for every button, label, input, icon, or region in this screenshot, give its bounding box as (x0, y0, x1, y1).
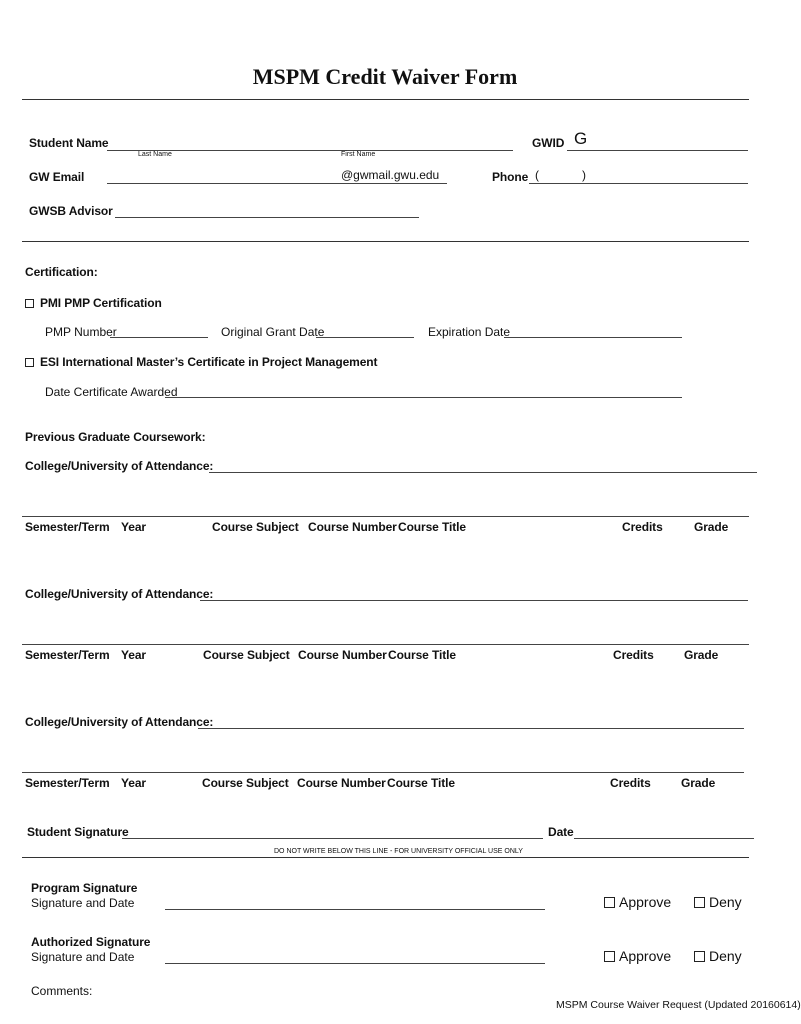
pmi-checkbox-row[interactable] (25, 296, 162, 310)
coursework-heading: Previous Graduate Coursework: (25, 430, 206, 444)
original-grant-field[interactable] (316, 337, 414, 338)
expiration-label: Expiration Date (428, 325, 511, 339)
pmi-label: PMI PMP Certification (40, 296, 162, 310)
col-subject-1: Course Subject (212, 520, 299, 534)
col-title-1: Course Title (398, 520, 466, 534)
college-field-1[interactable] (209, 472, 757, 473)
authorized-approve-option[interactable] (604, 948, 671, 964)
program-signature-field[interactable] (165, 909, 545, 910)
col-year-1: Year (121, 520, 146, 534)
col-number-3: Course Number (297, 776, 386, 790)
student-signature-label: Student Signature (27, 825, 129, 839)
col-grade-2: Grade (684, 648, 719, 662)
table-rule-2 (22, 644, 749, 645)
gwid-label: GWID (532, 136, 565, 150)
col-subject-3: Course Subject (202, 776, 289, 790)
esi-checkbox[interactable] (25, 358, 34, 367)
col-credits-3: Credits (610, 776, 651, 790)
pmi-checkbox[interactable] (25, 299, 34, 308)
comments-label: Comments: (31, 984, 93, 998)
date-awarded-field[interactable] (165, 397, 682, 398)
gwid-prefix: G (574, 129, 588, 148)
phone-close-paren: ) (582, 168, 586, 182)
col-semester-3: Semester/Term (25, 776, 110, 790)
col-credits-1: Credits (622, 520, 663, 534)
last-name-hint: Last Name (138, 151, 172, 158)
authorized-deny-label: Deny (709, 948, 742, 964)
authorized-deny-checkbox[interactable] (694, 951, 705, 962)
col-year-2: Year (121, 648, 146, 662)
authorized-signature-date-label: Signature and Date (31, 950, 135, 964)
authorized-approve-label: Approve (619, 948, 672, 964)
official-use-rule (22, 857, 749, 858)
pmp-number-field[interactable] (110, 337, 208, 338)
email-suffix: @gwmail.gwu.edu (341, 168, 440, 182)
authorized-deny-option[interactable] (694, 948, 742, 964)
student-name-label: Student Name (29, 136, 109, 150)
program-deny-label: Deny (709, 894, 742, 910)
table-rule-3 (22, 772, 744, 773)
program-deny-checkbox[interactable] (694, 897, 705, 908)
college-label-3: College/University of Attendance: (25, 715, 214, 729)
signature-date-label: Date (548, 825, 574, 839)
authorized-approve-checkbox[interactable] (604, 951, 615, 962)
col-credits-2: Credits (613, 648, 654, 662)
advisor-field[interactable] (115, 217, 419, 218)
esi-label: ESI International Master’s Certificate in Project Management (40, 355, 378, 369)
expiration-field[interactable] (504, 337, 682, 338)
program-approve-checkbox[interactable] (604, 897, 615, 908)
form-title: MSPM Credit Waiver Form (252, 64, 518, 89)
col-semester-1: Semester/Term (25, 520, 110, 534)
table-rule-1 (22, 516, 749, 517)
original-grant-label: Original Grant Date (221, 325, 325, 339)
program-approve-option[interactable] (604, 894, 671, 910)
header-rule (22, 241, 749, 242)
col-grade-3: Grade (681, 776, 716, 790)
phone-open-paren: ( (535, 168, 539, 182)
signature-date-field[interactable] (574, 838, 754, 839)
program-signature-label: Program Signature (31, 881, 138, 895)
certification-heading: Certification: (25, 265, 98, 279)
col-year-3: Year (121, 776, 146, 790)
gw-email-field[interactable] (107, 183, 447, 184)
col-title-3: Course Title (387, 776, 455, 790)
program-approve-label: Approve (619, 894, 672, 910)
authorized-signature-field[interactable] (165, 963, 545, 964)
col-semester-2: Semester/Term (25, 648, 110, 662)
col-subject-2: Course Subject (203, 648, 290, 662)
phone-label: Phone (492, 170, 529, 184)
student-signature-field[interactable] (122, 838, 543, 839)
col-number-2: Course Number (298, 648, 387, 662)
title-rule (22, 99, 749, 100)
official-use-notice: DO NOT WRITE BELOW THIS LINE - FOR UNIVERSITY OFFICIAL USE ONLY (274, 848, 523, 855)
esi-checkbox-row[interactable] (25, 355, 377, 369)
phone-field[interactable] (529, 183, 748, 184)
advisor-label: GWSB Advisor (29, 204, 113, 218)
college-label-2: College/University of Attendance: (25, 587, 214, 601)
col-number-1: Course Number (308, 520, 397, 534)
program-signature-date-label: Signature and Date (31, 896, 135, 910)
program-deny-option[interactable] (694, 894, 742, 910)
col-grade-1: Grade (694, 520, 729, 534)
college-label-1: College/University of Attendance: (25, 459, 214, 473)
first-name-hint: First Name (341, 151, 376, 158)
date-awarded-label: Date Certificate Awarded (45, 385, 178, 399)
form-footer: MSPM Course Waiver Request (Updated 20160614) (556, 999, 801, 1011)
college-field-3[interactable] (198, 728, 744, 729)
gwid-field[interactable] (567, 150, 748, 151)
pmp-number-label: PMP Number (45, 325, 117, 339)
college-field-2[interactable] (200, 600, 748, 601)
col-title-2: Course Title (388, 648, 456, 662)
authorized-signature-label: Authorized Signature (31, 935, 151, 949)
gw-email-label: GW Email (29, 170, 85, 184)
